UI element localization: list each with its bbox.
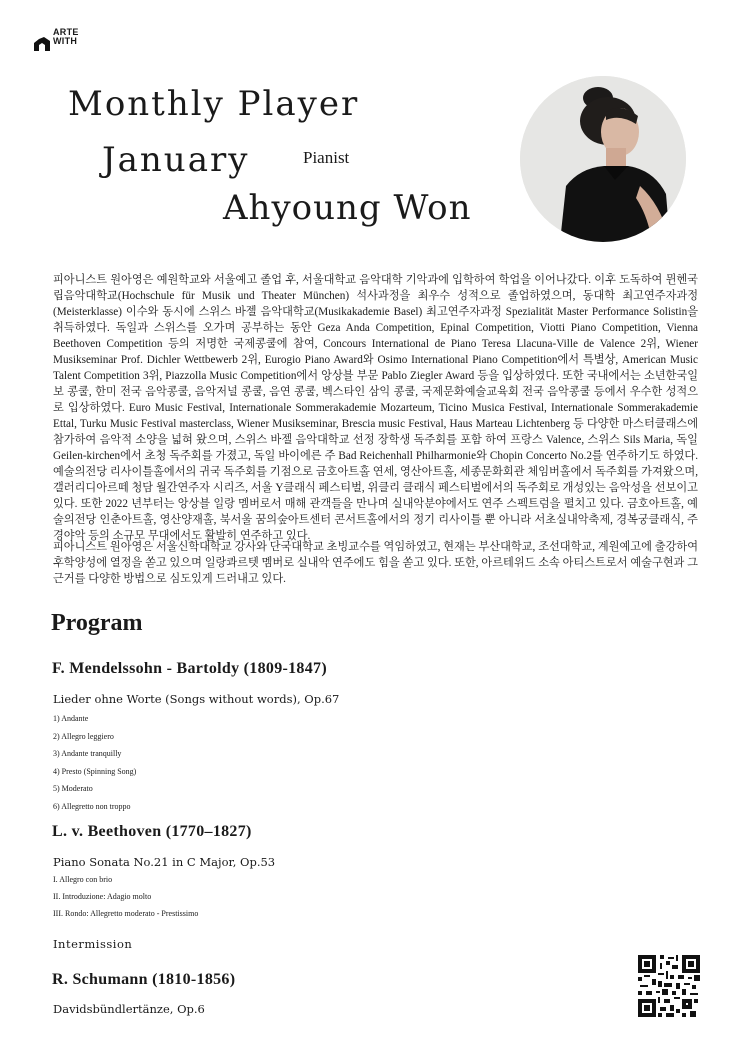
arte-with-logo-icon xyxy=(34,37,50,51)
brand-wordmark xyxy=(53,28,79,46)
artist-portrait xyxy=(520,76,686,242)
qr-code-icon xyxy=(638,955,700,1017)
work-beethoven: Piano Sonata No.21 in C Major, Op.53 xyxy=(53,855,276,869)
artist-portrait-image xyxy=(520,76,686,242)
composer-schumann: R. Schumann (1810-1856) xyxy=(52,971,236,988)
composer-beethoven: L. v. Beethoven (1770–1827) xyxy=(52,823,252,840)
bio-paragraph-1: 피아니스트 원아영은 예원학교와 서울예고 졸업 후, 서울대학교 음악대학 기악과에 입학하여 학업을 이어나갔다. 이후 도독하여 뮌헨국립음악대학교(Hochschule für Musik und Theater München) 석사과정을 최우수 성적으로 졸업하였으며, 동대학 최고연주자과정(Meisterklasse) 이수와 동시에 스위스 바젤 음악대학교(Musikakademie Basel) 최고연주자과정 Spezialität Master Performance Solistin을 취득하였다. 독일과 스위스를 오가며 공부하는 동안 Geza Anda Competition, Epinal Competition, Viotti Piano Competition, Vienna Beethoven Competition 등의 저명한 국제콩쿨에 참여, Concours International de Piano Teresa Llacuna-Ville de Valence 2위, Wiener Musikseminar Prof. Dichler Wettbewerb 2위, Eurogio Piano Award와 Osimo International Piano Competition에서 특별상, American Music Talent Competition 3위, Piazzolla Music Competition에서 앙상블 부문 Pablo Ziegler Award 등을 입상하였다. 또한 국내에서는 소년한국일보 콩쿨, 한미 전국 음악콩쿨, 음악저널 콩쿨, 음연 콩쿨, 벡스타인 삼익 콩쿨, 국제문화예술교육회 전국 음악콩쿨 등에서 우수한 성적으로 입상하였다. Euro Music Festival, Internationale Sommerakademie Mozarteum, Ticino Musica Festival, Internationale Sommerakademie Ettal, Turku Music Festival masterclass, Wiener Musikseminar, Brescia music Festival, Haus Marteau Lichtenberg 등 다양한 마스터클래스에 참가하여 음악적 소양을 넓혀 왔으며, 스위스 바젤 음악대학교 선정 장학생 독주회를 포함 하여 프랑스 Valence, 스위스 Sils Maria, 독일 Geilen-kirchen에서 초청 독주회를 가졌고, 독일 바이에른 주 Bad Reichenhall Philharmonie와 Chopin Concerto No.2를 연주하기도 하였다. 예술의전당 리사이틀홀에서의 귀국 독주회를 기점으로 금호아트홀 연세, 영산아트홀, 세종문화회관 체임버홀에서 독주회를 가져왔으며, 갤러리디아르떼 청담 월간연주자 시리즈, 서울 Y클래식 페스티벌, 위클리 클래식 페스티벌에서의 독주회로 개성있는 음악성을 선보이고 있다. 또한 2022 년부터는 앙상블 일랑 멤버로서 매해 관객들을 만나며 실내악분야에서도 연주 스펙트럼을 펼치고 있다. 금호아트홀, 예술의전당 인춘아트홀, 영산양재홀, 북서울 꿈의숲아트센터 콘서트홀에서의 정기 리사이틀 뿐 아니라 서초실내악축제, 경복궁클래식, 주경야악 등의 소규모 무대에서도 활발히 연주하고 있다. xyxy=(53,274,698,542)
performer-name: Ahyoung Won xyxy=(223,188,472,228)
movement-list-beethoven xyxy=(53,871,198,922)
movement-item: 3) Andante tranquilly xyxy=(53,749,122,758)
brand-line1: ARTE xyxy=(53,27,79,37)
movement-item: 4) Presto (Spinning Song) xyxy=(53,766,137,776)
movement-item: II. Introduzione: Adagio molto xyxy=(53,892,152,901)
movement-item: 5) Moderato xyxy=(53,784,93,793)
work-schumann: Davidsbündlertänze, Op.6 xyxy=(53,1002,205,1016)
brand-logo xyxy=(34,28,79,51)
program-heading: Program xyxy=(51,610,143,636)
intermission-label: Intermission xyxy=(53,937,133,951)
brand-line2: WITH xyxy=(53,36,78,46)
movement-item: 6) Allegretto non troppo xyxy=(53,801,131,811)
bio-paragraph-2: 피아니스트 원아영은 서울신학대학교 강사와 단국대학교 초빙교수를 역임하였고, 현재는 부산대학교, 조선대학교, 계원예고에 출강하여 후학양성에 열정을 쏟고 있으며 일랑콰르텟 멤버로 실내악 연주에도 힘을 쏟고 있다. 또한, 아르테위드 소속 아티스트로서 예술구현과 그 근거를 다양한 방법으로 심도있게 드러내고 있다. xyxy=(53,541,698,585)
composer-mendelssohn: F. Mendelssohn - Bartoldy (1809-1847) xyxy=(52,660,327,677)
title-month: January xyxy=(102,140,250,180)
work-mendelssohn: Lieder ohne Worte (Songs without words), Op.67 xyxy=(53,692,340,706)
movement-list-mendelssohn xyxy=(53,710,136,815)
movement-item: III. Rondo: Allegretto moderato - Prestissimo xyxy=(53,909,199,918)
movement-item: I. Allegro con brio xyxy=(53,875,113,884)
movement-item: 2) Allegro leggiero xyxy=(53,731,114,741)
performer-role: Pianist xyxy=(303,148,350,167)
title-monthly-player: Monthly Player xyxy=(68,84,360,124)
movement-item: 1) Andante xyxy=(53,714,89,723)
